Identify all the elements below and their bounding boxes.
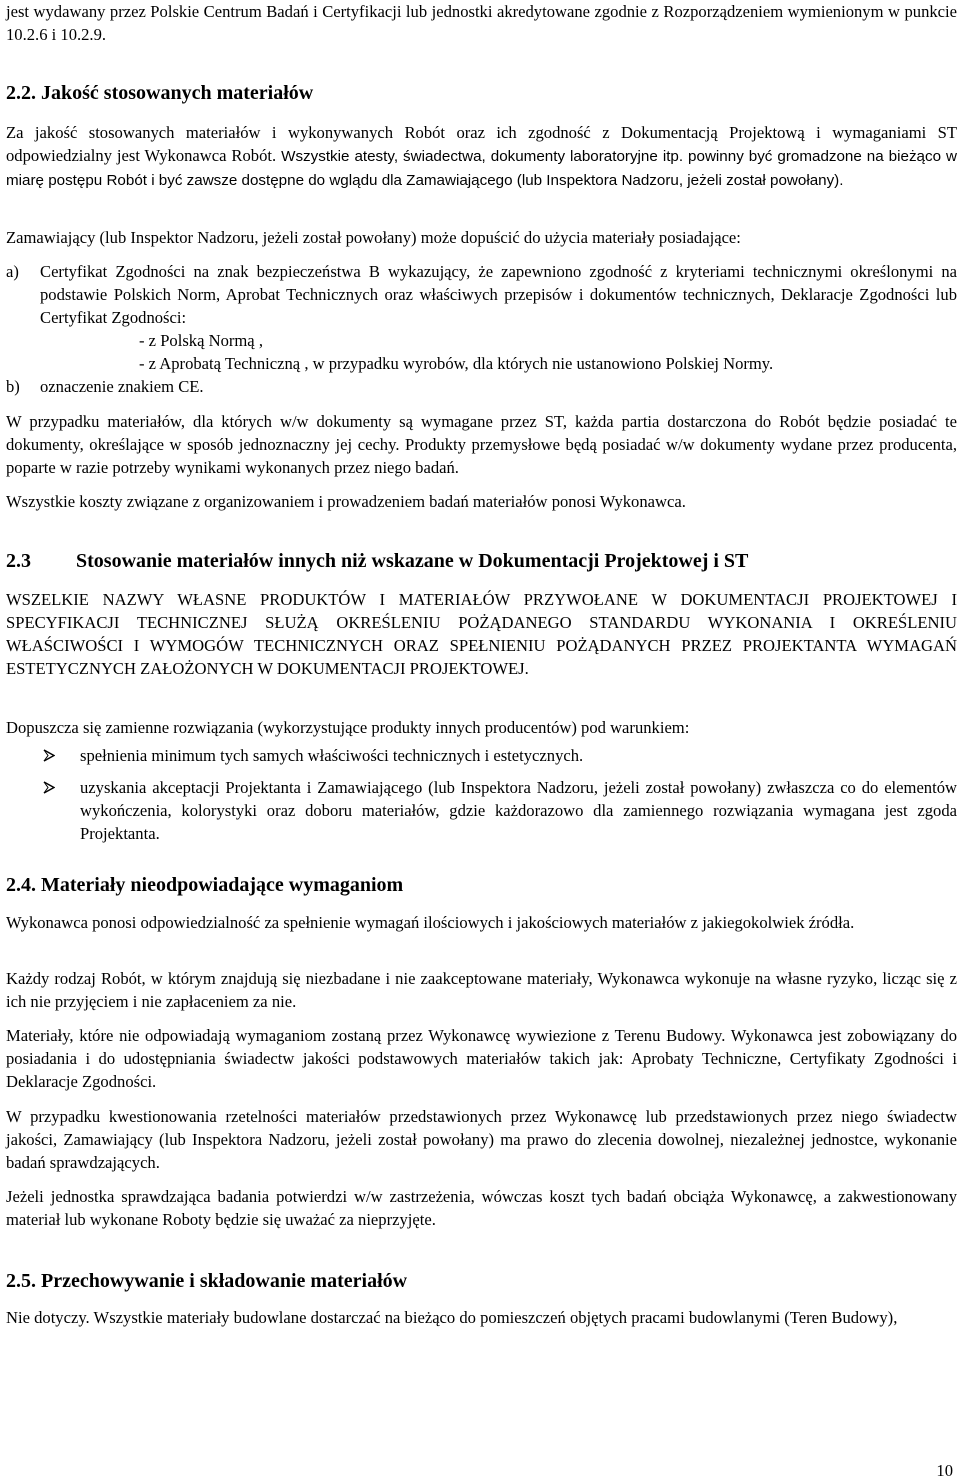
s22-list [6,260,957,398]
list-item-text: oznaczenie znakiem CE. [40,377,204,396]
list-item [6,375,957,398]
section-2-4-heading: 2.4. Materiały nieodpowiadające wymaganiom [6,874,404,896]
section-number: 2.3 [6,550,31,572]
s24-paragraph: Jeżeli jednostka sprawdzająca badania potwierdzi w/w zastrzeżenia, wówczas koszt tych badań obciąża Wykonawcę, a zakwestionowany materiał lub wykonane Roboty będzie się uważać za nieprzyjęte. [6,1187,957,1229]
s22-paragraph-2: Zamawiający (lub Inspektor Nadzoru, jeżeli został powołany) może dopuścić do użycia materiały posiadające: [6,228,741,247]
section-2-2-heading: 2.2. Jakość stosowanych materiałów [6,82,314,104]
list-item [6,260,957,329]
s25-paragraph: Nie dotyczy. Wszystkie materiały budowlane dostarczać na bieżąco do pomieszczeń objętych pracami budowlanymi (Teren Budowy), [6,1308,898,1327]
section-2-5-heading: 2.5. Przechowywanie i składowanie materiałów [6,1270,408,1292]
page-number: 10 [936,1461,953,1480]
s23-caps-paragraph: WSZELKIE NAZWY WŁASNE PRODUKTÓW I MATERIAŁÓW PRZYWOŁANE W DOKUMENTACJI PROJEKTOWEJ I SPECYFIKACJI TECHNICZNEJ SŁUŻĄ OKREŚLENIU POŻĄDANEGO STANDARDU WYKONANIA I OKREŚLENIU WŁAŚCIWOŚCI I WYMOGÓW TECHNICZNYCH ORAZ SPEŁNIENIU POŻĄDANYCH PRZEZ PROJEKTANTA WYMAGAŃ ESTETYCZNYCH ZAŁOŻONYCH W DOKUMENTACJI PROJEKTOWEJ. [6,590,957,678]
list-item [6,776,957,845]
arrow-bullet-icon [6,776,80,845]
s24-paragraph: W przypadku kwestionowania rzetelności materiałów przedstawionych przez Wykonawcę lub przedstawionych przez niego świadectw jakości, Zamawiający (lub Inspektora Nadzoru, jeżeli został powołany) ma prawo do zlecenia dowolnej, niezależnej jednostce, wykonanie badań sprawdzających. [6,1107,957,1172]
list-item [6,744,957,768]
section-title: Stosowanie materiałów innych niż wskazane w Dokumentacji Projektowej i ST [76,550,749,572]
s22-paragraph-4: Wszystkie koszty związane z organizowaniem i prowadzeniem badań materiałów ponosi Wykonawca. [6,492,686,511]
s22-paragraph-1: Za jakość stosowanych materiałów i wykonywanych Robót oraz ich zgodność z Dokumentacją Projektową i wymaganiami ST odpowiedzialny jest Wykonawca Robót. Wszystkie atesty, świadectwa, dokumenty laboratoryjne itp. powinny być gromadzone na bieżąco w miarę postępu Robót i być zawsze dostępne do wglądu dla Zamawiającego (lub Inspektora Nadzoru, jeżeli został powołany). [6,123,957,189]
s24-paragraph: Materiały, które nie odpowiadają wymaganiom zostaną przez Wykonawcę wywiezione z Terenu Budowy. Wykonawca jest zobowiązany do posiadania i do udostępniania świadectw jakości podstawowych materiałów takich jak: Aprobaty Techniczne, Certyfikaty Zgodności i Deklaracje Zgodności. [6,1026,957,1091]
s24-paragraph: Wykonawca ponosi odpowiedzialność za spełnienie wymagań ilościowych i jakościowych materiałów z jakiegokolwiek źródła. [6,913,855,932]
arrow-bullet-icon [6,744,80,768]
sub-item: - z Aprobatą Techniczną , w przypadku wyrobów, dla których nie ustanowiono Polskiej Normy. [139,354,774,373]
list-marker: b) [6,377,20,396]
list-item-text: Certyfikat Zgodności na znak bezpieczeństwa B wykazujący, że zapewniono zgodność z kryteriami technicznymi określonymi na podstawie Polskich Norm, Aprobat Technicznych oraz właściwych przepisów i dokumentów technicznych, Deklaracje Zgodności lub Certyfikat Zgodności: [40,262,957,327]
s24-paragraph: Każdy rodzaj Robót, w którym znajdują się niezbadane i nie zaakceptowane materiały, Wykonawca wykonuje na własne ryzyko, licząc się z ich nie przyjęciem i nie zapłaceniem za nie. [6,969,957,1011]
bullet-text: spełnienia minimum tych samych właściwości technicznych i estetycznych. [80,746,584,765]
bullet-text: uzyskania akceptacji Projektanta i Zamawiającego (lub Inspektora Nadzoru, jeżeli został powołany) zwłaszcza co do elementów wykończenia, kolorystyki oraz doboru materiałów, gdzie każdorazowo dla zamiennego rozwiązania wymagana jest zgoda Projektanta. [80,778,957,843]
list-marker: a) [6,262,19,281]
section-2-3-heading [6,548,957,574]
s23-paragraph-1: Dopuszcza się zamienne rozwiązania (wykorzystujące produkty innych producentów) pod warunkiem: [6,718,690,737]
s22-paragraph-3: W przypadku materiałów, dla których w/w dokumenty są wymagane przez ST, każda partia dostarczona do Robót będzie posiadać te dokumenty, określające w sposób jednoznaczny jej cechy. Produkty przemysłowe będą posiadać w/w dokumenty wydane przez producenta, poparte w razie potrzeby wynikami wykonanych przez niego badań. [6,412,957,477]
intro-paragraph: jest wydawany przez Polskie Centrum Badań i Certyfikacji lub jednostki akredytowane zgodnie z Rozporządzeniem wymienionym w punkcie 10.2.6 i 10.2.9. [6,2,957,44]
s23-bullets [6,744,957,845]
sub-item: - z Polską Normą , [139,331,263,350]
